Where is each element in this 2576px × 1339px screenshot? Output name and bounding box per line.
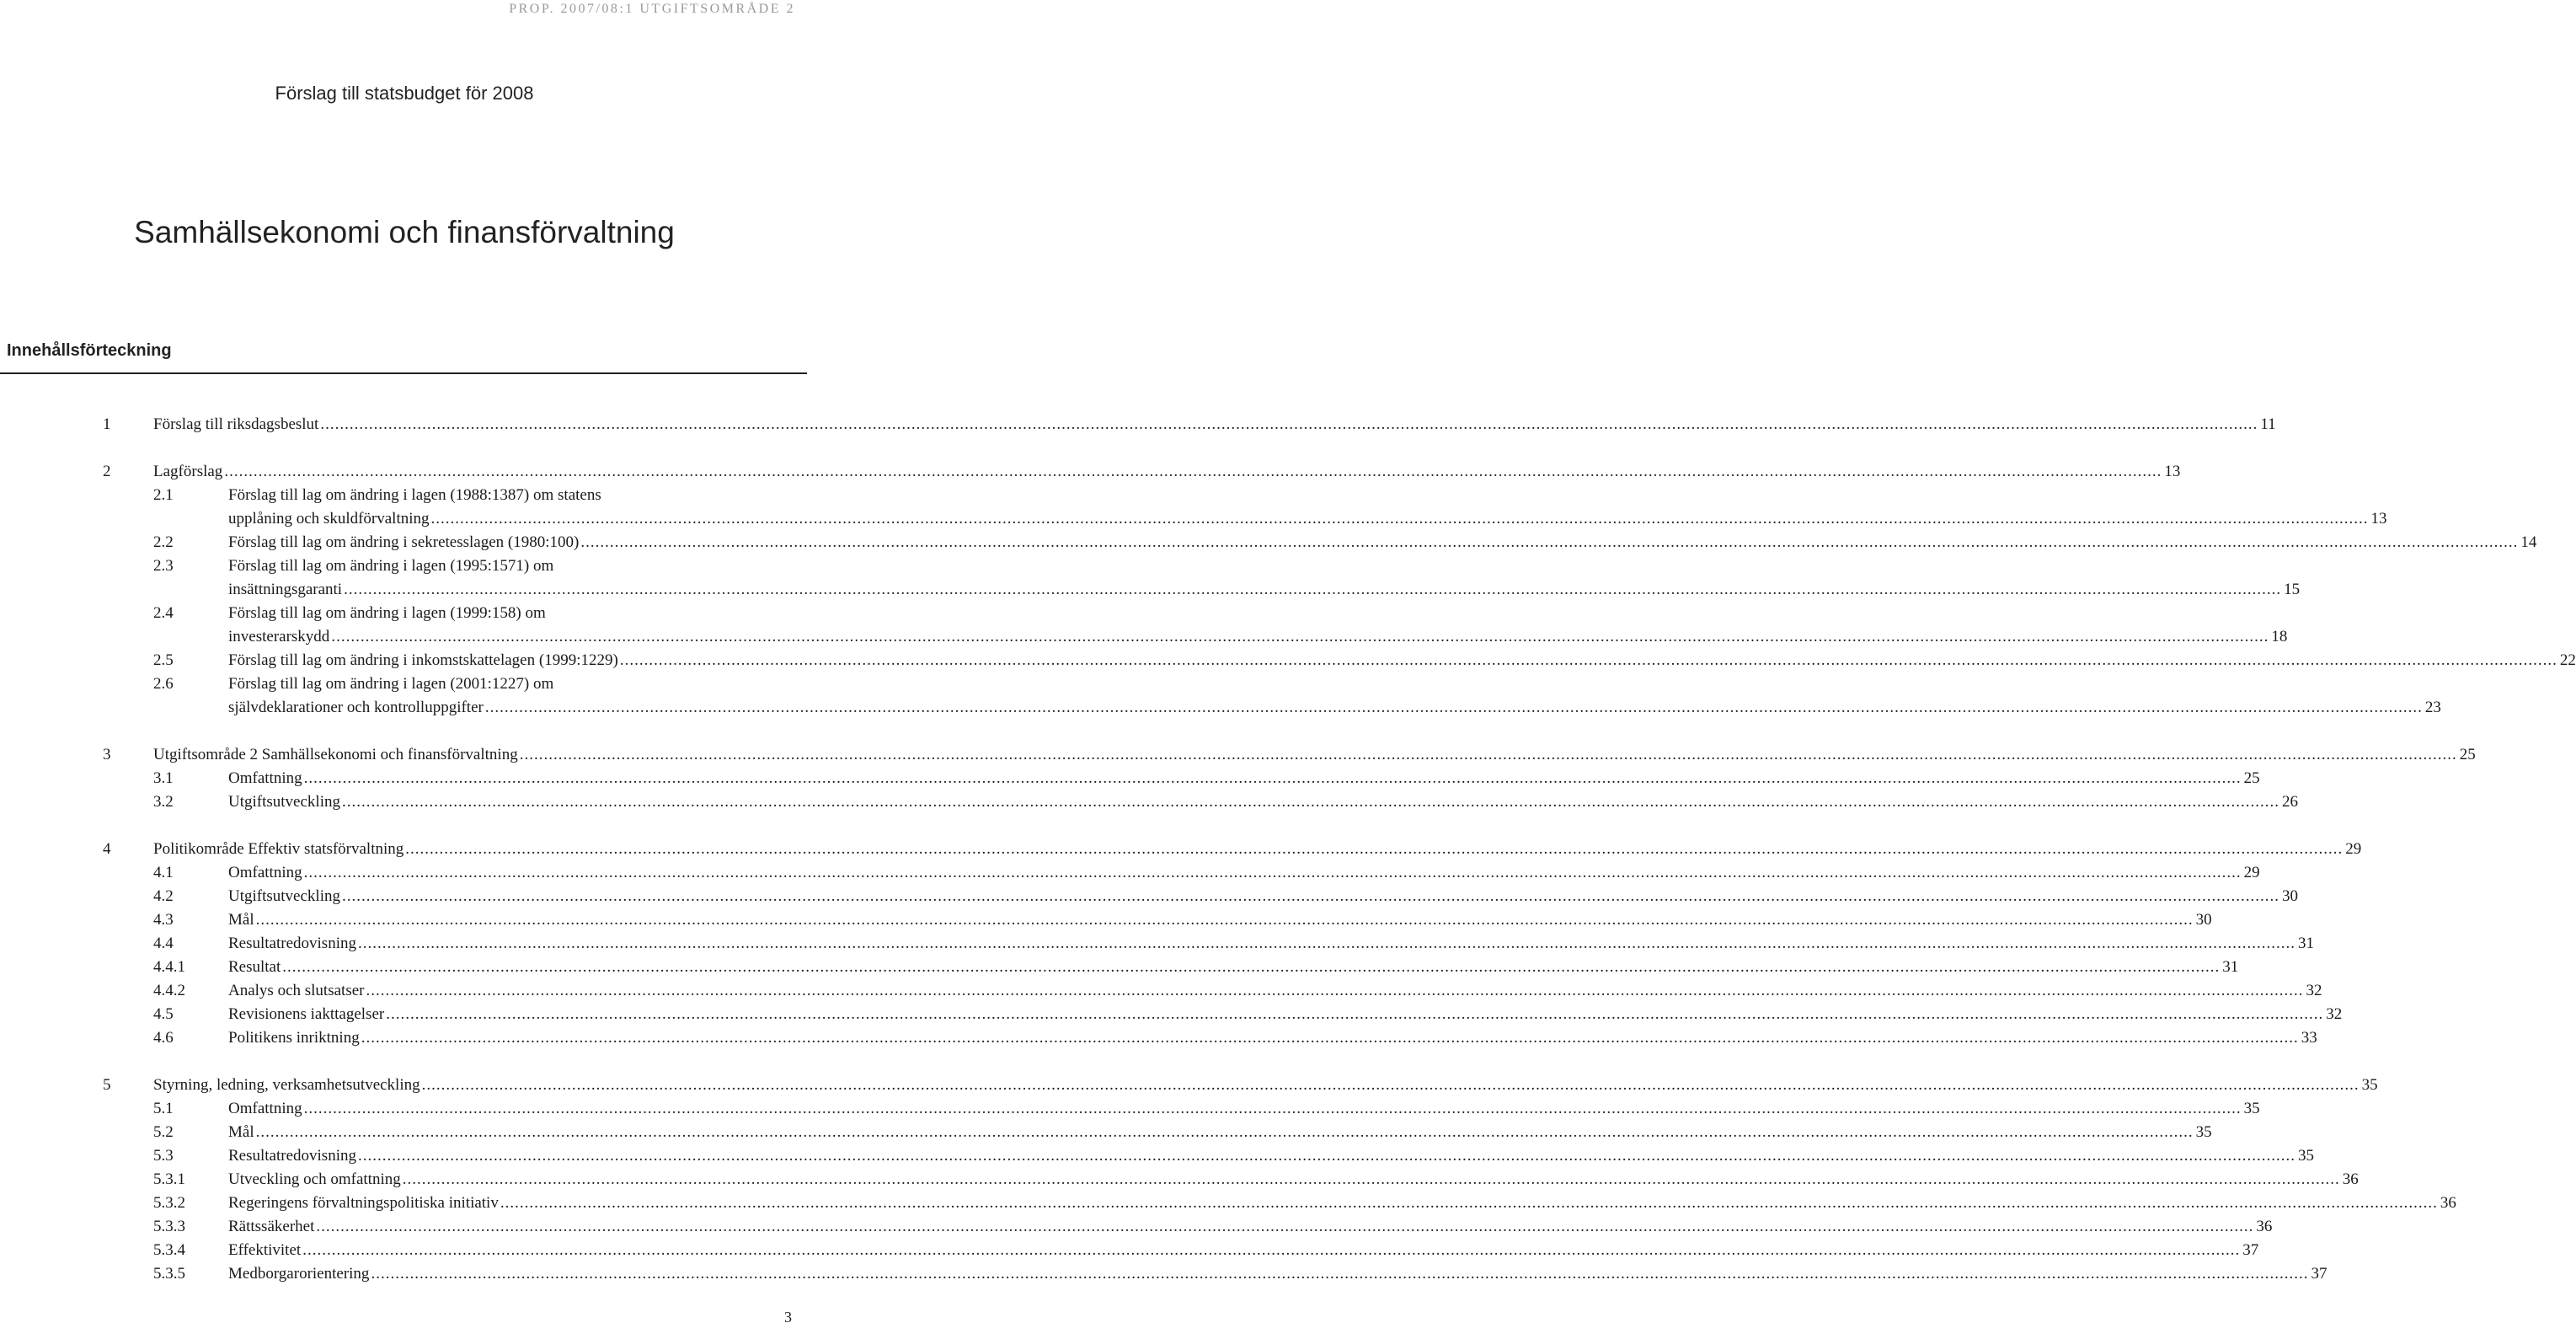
- toc-entry-number: 5.1: [153, 1100, 174, 1117]
- toc-entry-number: 4.5: [153, 1005, 174, 1023]
- toc-entry-number: 4.4.1: [153, 958, 185, 976]
- toc-entry[interactable]: [0, 1239, 2259, 1262]
- toc-entry-number: 4.6: [153, 1029, 174, 1047]
- toc-entry-number: 2.5: [153, 651, 174, 669]
- toc-entry[interactable]: [0, 885, 2298, 908]
- toc-entry-page: 26: [2281, 793, 2298, 811]
- toc-entry-title: Utgiftsutveckling: [228, 887, 340, 905]
- toc-entry-title: Omfattning: [228, 1100, 302, 1117]
- toc-entry-title: Mål: [228, 911, 254, 929]
- toc-entry-page: 35: [2361, 1076, 2378, 1094]
- toc-entry[interactable]: [0, 861, 2260, 885]
- toc-entry-title: Förslag till lag om ändring i lagen (1995:1571) om: [228, 557, 554, 575]
- toc-entry-number: 5.3.3: [153, 1218, 185, 1235]
- toc-entry-number: 2: [103, 463, 111, 480]
- toc-entry-page: 31: [2222, 958, 2239, 976]
- toc-entry-page: 14: [2520, 533, 2537, 551]
- toc-entry-number: 2.3: [153, 557, 174, 575]
- toc-entry[interactable]: [0, 767, 2260, 790]
- toc-entry-title: Utgiftsutveckling: [228, 793, 340, 811]
- toc-entry-page: 31: [2297, 935, 2314, 952]
- toc-entry-page: 36: [2342, 1170, 2359, 1188]
- toc-entry[interactable]: [0, 932, 2314, 956]
- toc-entry-page: 32: [2326, 1005, 2343, 1023]
- toc-entry-title: Politikområde Effektiv statsförvaltning: [153, 840, 404, 858]
- dot-leader: ................................................................................................................................................................................................................................................................................................................................................................................................................: [224, 463, 2162, 480]
- toc-entry-number: 5.3.4: [153, 1241, 185, 1259]
- toc-entry[interactable]: [0, 743, 2476, 767]
- dot-leader: ................................................................................................................................................................................................................................................................................................................................................................................................................: [484, 699, 2423, 716]
- toc-entry-title: Förslag till riksdagsbeslut: [153, 415, 319, 433]
- toc-entry-title: Utgiftsområde 2 Samhällsekonomi och finansförvaltning: [153, 746, 518, 763]
- dot-leader: ................................................................................................................................................................................................................................................................................................................................................................................................................: [320, 415, 2258, 433]
- dot-leader: ................................................................................................................................................................................................................................................................................................................................................................................................................: [405, 840, 2344, 858]
- toc-entry-number: 2.6: [153, 675, 174, 693]
- running-head: PROP. 2007/08:1 UTGIFTSOMRÅDE 2: [509, 2, 795, 16]
- toc-entry-title: Resultatredovisning: [228, 1147, 356, 1165]
- dot-leader: ................................................................................................................................................................................................................................................................................................................................................................................................................: [357, 935, 2295, 952]
- toc-entry[interactable]: [0, 413, 2276, 437]
- dot-leader: ................................................................................................................................................................................................................................................................................................................................................................................................................: [303, 769, 2242, 787]
- toc-entry-number: 5.2: [153, 1123, 174, 1141]
- toc-entry-number: 2.2: [153, 533, 174, 551]
- toc-entry-page: 18: [2271, 628, 2288, 645]
- toc-entry-page: 13: [2164, 463, 2181, 480]
- dot-leader: ................................................................................................................................................................................................................................................................................................................................................................................................................: [357, 1147, 2295, 1165]
- toc-entry[interactable]: [0, 790, 2298, 814]
- toc-entry-title: Omfattning: [228, 769, 302, 787]
- toc-entry-page: 30: [2195, 911, 2212, 929]
- dot-leader: ................................................................................................................................................................................................................................................................................................................................................................................................................: [344, 581, 2282, 598]
- toc-entry-page: 29: [2243, 864, 2260, 881]
- toc-entry-page: 37: [2242, 1241, 2259, 1259]
- dot-leader: ................................................................................................................................................................................................................................................................................................................................................................................................................: [421, 1076, 2360, 1094]
- dot-leader: ................................................................................................................................................................................................................................................................................................................................................................................................................: [580, 533, 2519, 551]
- toc-entry-number: 1: [103, 415, 111, 433]
- toc-entry-title: Lagförslag: [153, 463, 223, 480]
- toc-entry-title: insättningsgaranti: [228, 581, 343, 598]
- toc-entry[interactable]: [0, 649, 2576, 672]
- dot-leader: ................................................................................................................................................................................................................................................................................................................................................................................................................: [282, 958, 2221, 976]
- toc-entry-title: Revisionens iakttagelser: [228, 1005, 385, 1023]
- toc-entry-page: 13: [2370, 510, 2387, 528]
- toc-entry-title: Rättssäkerhet: [228, 1218, 315, 1235]
- toc-entry-page: 35: [2297, 1147, 2314, 1165]
- toc-entry-title: Resultatredovisning: [228, 935, 356, 952]
- toc-entry[interactable]: [0, 1192, 2456, 1215]
- toc-entry[interactable]: [0, 979, 2322, 1003]
- toc-entry[interactable]: [0, 554, 2301, 602]
- toc-entry-number: 2.1: [153, 486, 174, 504]
- dot-leader: ................................................................................................................................................................................................................................................................................................................................................................................................................: [341, 793, 2279, 811]
- toc-entry-number: 3: [103, 746, 111, 763]
- toc-entry[interactable]: [0, 460, 2181, 484]
- toc-entry-page: 35: [2195, 1123, 2212, 1141]
- toc-entry-title: Omfattning: [228, 864, 302, 881]
- dot-leader: ................................................................................................................................................................................................................................................................................................................................................................................................................: [430, 510, 2369, 528]
- toc-entry[interactable]: [0, 1262, 2327, 1286]
- toc-entry-page: 29: [2345, 840, 2362, 858]
- toc-entry-page: 33: [2301, 1029, 2317, 1047]
- toc-entry-number: 5.3.5: [153, 1265, 185, 1283]
- toc-entry[interactable]: [0, 1097, 2260, 1121]
- toc-entry-number: 5.3: [153, 1147, 174, 1165]
- toc-entry-title: Politikens inriktning: [228, 1029, 360, 1047]
- toc-entry[interactable]: [0, 1003, 2343, 1026]
- toc-entry[interactable]: [0, 956, 2239, 979]
- toc-entry-title: upplåning och skuldförvaltning: [228, 510, 430, 528]
- toc-entry-page: 36: [2256, 1218, 2273, 1235]
- toc-entry-page: 25: [2459, 746, 2476, 763]
- dot-leader: ................................................................................................................................................................................................................................................................................................................................................................................................................: [500, 1194, 2438, 1212]
- toc-entry-page: 36: [2440, 1194, 2456, 1212]
- dot-leader: ................................................................................................................................................................................................................................................................................................................................................................................................................: [316, 1218, 2254, 1235]
- dot-leader: ................................................................................................................................................................................................................................................................................................................................................................................................................: [519, 746, 2457, 763]
- toc-entry-page: 25: [2243, 769, 2260, 787]
- toc-entry[interactable]: [0, 1215, 2273, 1239]
- toc-entry-page: 30: [2281, 887, 2298, 905]
- toc-entry-title: Förslag till lag om ändring i lagen (1999:158) om: [228, 604, 546, 622]
- toc-entry[interactable]: [0, 1144, 2314, 1168]
- toc-entry-page: 15: [2284, 581, 2301, 598]
- document-title: Samhällsekonomi och finansförvaltning: [134, 215, 675, 249]
- toc-entry-number: 4.1: [153, 864, 174, 881]
- dot-leader: ................................................................................................................................................................................................................................................................................................................................................................................................................: [386, 1005, 2324, 1023]
- dot-leader: ................................................................................................................................................................................................................................................................................................................................................................................................................: [402, 1170, 2340, 1188]
- dot-leader: ................................................................................................................................................................................................................................................................................................................................................................................................................: [255, 1123, 2194, 1141]
- toc-entry-title: Analys och slutsatser: [228, 982, 365, 999]
- toc-entry-title: Mål: [228, 1123, 254, 1141]
- toc-entry[interactable]: [0, 531, 2537, 554]
- toc-entry-number: 3.1: [153, 769, 174, 787]
- toc-entry[interactable]: [0, 908, 2212, 932]
- dot-leader: ................................................................................................................................................................................................................................................................................................................................................................................................................: [371, 1265, 2309, 1283]
- toc-entry[interactable]: [0, 1026, 2317, 1050]
- toc-heading: Innehållsförteckning: [7, 341, 172, 360]
- toc-entry-title: Resultat: [228, 958, 281, 976]
- dot-leader: ................................................................................................................................................................................................................................................................................................................................................................................................................: [255, 911, 2194, 929]
- toc-entry-title: Utveckling och omfattning: [228, 1170, 401, 1188]
- toc-entry[interactable]: [0, 1168, 2359, 1192]
- toc-entry-page: 32: [2306, 982, 2322, 999]
- toc-entry-title: Styrning, ledning, verksamhetsutveckling: [153, 1076, 420, 1094]
- dot-leader: ................................................................................................................................................................................................................................................................................................................................................................................................................: [619, 651, 2557, 669]
- toc-entry-number: 5.3.1: [153, 1170, 185, 1188]
- toc-entry-page: 22: [2559, 651, 2576, 669]
- toc-entry-title: självdeklarationer och kontrolluppgifter: [228, 699, 484, 716]
- toc-entry-title: Medborgarorientering: [228, 1265, 370, 1283]
- dot-leader: ................................................................................................................................................................................................................................................................................................................................................................................................................: [331, 628, 2269, 645]
- toc-entry[interactable]: [0, 1074, 2378, 1097]
- toc-entry-title: Effektivitet: [228, 1241, 302, 1259]
- toc-entry-number: 5.3.2: [153, 1194, 185, 1212]
- toc-entry-title: Förslag till lag om ändring i lagen (1988:1387) om statens: [228, 486, 601, 504]
- document-subtitle: Förslag till statsbudget för 2008: [275, 83, 534, 104]
- toc-entry-number: 2.4: [153, 604, 174, 622]
- toc-entry[interactable]: [0, 1121, 2212, 1144]
- toc-entry[interactable]: [0, 602, 2288, 649]
- toc-entry-number: 5: [103, 1076, 111, 1094]
- toc-entry-title: investerarskydd: [228, 628, 330, 645]
- toc-entry-number: 3.2: [153, 793, 174, 811]
- toc-entry-page: 23: [2424, 699, 2441, 716]
- toc-entry-title: Förslag till lag om ändring i sekretesslagen (1980:100): [228, 533, 580, 551]
- toc-entry-number: 4: [103, 840, 111, 858]
- toc-entry[interactable]: [0, 672, 2441, 720]
- toc-entry-number: 4.2: [153, 887, 174, 905]
- toc-entry[interactable]: [0, 838, 2362, 861]
- toc-entry-page: 11: [2260, 415, 2276, 433]
- toc-entry[interactable]: [0, 484, 2387, 531]
- dot-leader: ................................................................................................................................................................................................................................................................................................................................................................................................................: [366, 982, 2304, 999]
- dot-leader: ................................................................................................................................................................................................................................................................................................................................................................................................................: [303, 1100, 2242, 1117]
- toc-entry-title: Förslag till lag om ändring i inkomstskattelagen (1999:1229): [228, 651, 618, 669]
- toc-entry-page: 37: [2311, 1265, 2327, 1283]
- toc-entry-number: 4.4.2: [153, 982, 185, 999]
- page-number: 3: [784, 1309, 792, 1326]
- toc-entry-title: Regeringens förvaltningspolitiska initiativ: [228, 1194, 499, 1212]
- dot-leader: ................................................................................................................................................................................................................................................................................................................................................................................................................: [303, 864, 2242, 881]
- dot-leader: ................................................................................................................................................................................................................................................................................................................................................................................................................: [302, 1241, 2241, 1259]
- toc-entry-number: 4.4: [153, 935, 174, 952]
- toc-entry-page: 35: [2243, 1100, 2260, 1117]
- dot-leader: ................................................................................................................................................................................................................................................................................................................................................................................................................: [341, 887, 2279, 905]
- toc-entry-title: Förslag till lag om ändring i lagen (2001:1227) om: [228, 675, 554, 693]
- dot-leader: ................................................................................................................................................................................................................................................................................................................................................................................................................: [361, 1029, 2299, 1047]
- toc-entry-number: 4.3: [153, 911, 174, 929]
